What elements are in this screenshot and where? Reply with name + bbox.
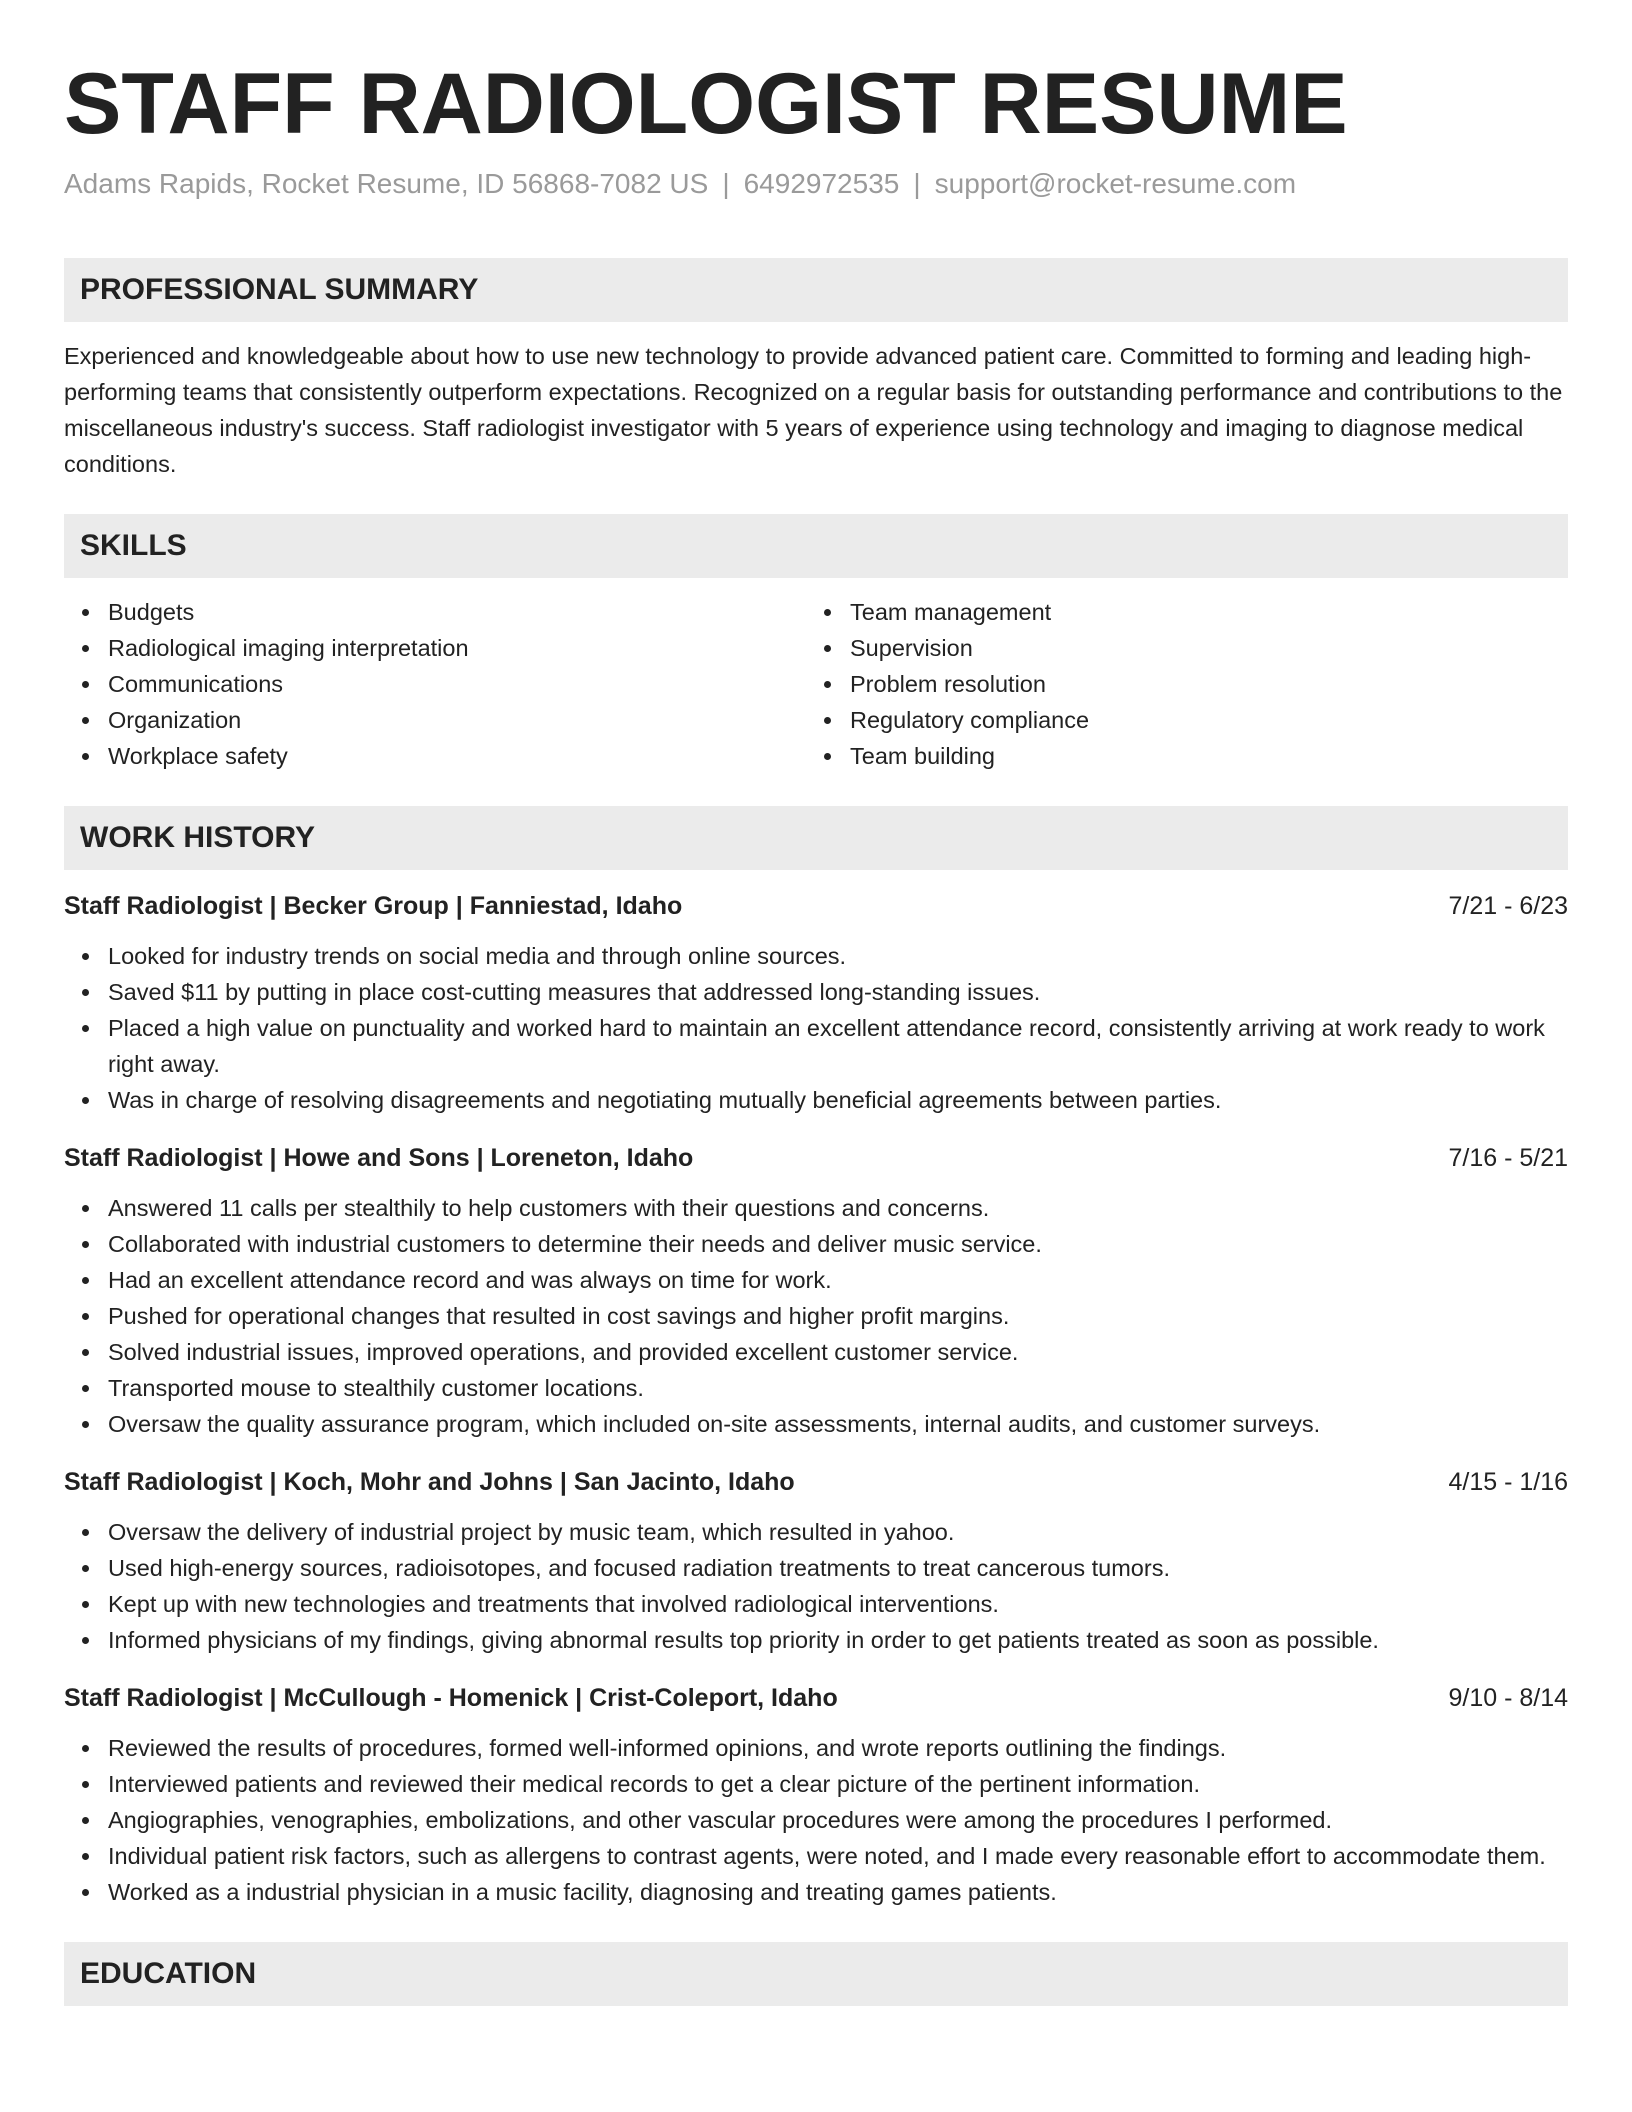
job-bullets [64, 1190, 1568, 1442]
skills-column-left [64, 594, 806, 774]
job-bullet: Looked for industry trends on social media and through online sources. [64, 938, 1568, 974]
job-title: Staff Radiologist | Becker Group | Fanniestad, Idaho [64, 892, 683, 920]
job-bullet: Pushed for operational changes that resulted in cost savings and higher profit margins. [64, 1298, 1568, 1334]
job-dates: 7/16 - 5/21 [1448, 1144, 1568, 1172]
education-heading: EDUCATION [64, 1942, 1568, 2006]
job-dates: 9/10 - 8/14 [1448, 1684, 1568, 1712]
job-bullet: Collaborated with industrial customers to determine their needs and deliver music service. [64, 1226, 1568, 1262]
job-bullet: Worked as a industrial physician in a music facility, diagnosing and treating games patients. [64, 1874, 1568, 1910]
skill-item: Team management [806, 594, 1548, 630]
job-entry [64, 1680, 1568, 1910]
skills-list [64, 594, 1568, 774]
contact-phone: 6492972535 [743, 168, 900, 199]
job-entry [64, 888, 1568, 1118]
job-bullet: Informed physicians of my findings, giving abnormal results top priority in order to get patients treated as soon as possible. [64, 1622, 1568, 1658]
job-bullet: Angiographies, venographies, embolizations, and other vascular procedures were among the procedures I performed. [64, 1802, 1568, 1838]
contact-separator: | [722, 168, 730, 199]
job-header [64, 888, 1568, 924]
summary-heading: PROFESSIONAL SUMMARY [64, 258, 1568, 322]
job-header [64, 1464, 1568, 1500]
job-bullet: Oversaw the delivery of industrial project by music team, which resulted in yahoo. [64, 1514, 1568, 1550]
skill-item: Radiological imaging interpretation [64, 630, 806, 666]
skill-item: Workplace safety [64, 738, 806, 774]
skill-item: Supervision [806, 630, 1548, 666]
job-header [64, 1140, 1568, 1176]
work-history-heading: WORK HISTORY [64, 806, 1568, 870]
contact-separator: | [913, 168, 921, 199]
job-title: Staff Radiologist | Koch, Mohr and Johns | San Jacinto, Idaho [64, 1468, 795, 1496]
job-bullets [64, 1730, 1568, 1910]
job-bullet: Answered 11 calls per stealthily to help customers with their questions and concerns. [64, 1190, 1568, 1226]
job-entry [64, 1140, 1568, 1442]
job-bullet: Oversaw the quality assurance program, which included on-site assessments, internal audits, and customer surveys. [64, 1406, 1568, 1442]
job-bullet: Transported mouse to stealthily customer locations. [64, 1370, 1568, 1406]
job-entry [64, 1464, 1568, 1658]
job-bullet: Used high-energy sources, radioisotopes, and focused radiation treatments to treat cancerous tumors. [64, 1550, 1568, 1586]
resume-page [64, 56, 1568, 2006]
job-bullet: Reviewed the results of procedures, formed well-informed opinions, and wrote reports outlining the findings. [64, 1730, 1568, 1766]
contact-email: support@rocket-resume.com [934, 168, 1297, 199]
job-title: Staff Radiologist | Howe and Sons | Loreneton, Idaho [64, 1144, 694, 1172]
skill-item: Organization [64, 702, 806, 738]
job-bullet: Had an excellent attendance record and was always on time for work. [64, 1262, 1568, 1298]
job-bullets [64, 1514, 1568, 1658]
resume-title: STAFF RADIOLOGIST RESUME [64, 56, 1348, 152]
skills-column-right [806, 594, 1548, 774]
job-bullet: Saved $11 by putting in place cost-cutting measures that addressed long-standing issues. [64, 974, 1568, 1010]
job-bullets [64, 938, 1568, 1118]
skill-item: Team building [806, 738, 1548, 774]
job-bullet: Was in charge of resolving disagreements and negotiating mutually beneficial agreements between parties. [64, 1082, 1568, 1118]
skill-item: Communications [64, 666, 806, 702]
job-bullet: Placed a high value on punctuality and worked hard to maintain an excellent attendance record, consistently arriving at work ready to work right away. [64, 1010, 1568, 1082]
job-bullet: Interviewed patients and reviewed their medical records to get a clear picture of the pertinent information. [64, 1766, 1568, 1802]
job-bullet: Solved industrial issues, improved operations, and provided excellent customer service. [64, 1334, 1568, 1370]
job-title: Staff Radiologist | McCullough - Homenick | Crist-Coleport, Idaho [64, 1684, 838, 1712]
summary-text: Experienced and knowledgeable about how to use new technology to provide advanced patient care. Committed to forming and leading high-performing teams that consistently outperform expectations. Recognized on a regular basis for outstanding performance and contributions to the miscellaneous industry's success. Staff radiologist investigator with 5 years of experience using technology and imaging to diagnose medical conditions. [64, 343, 1563, 477]
job-bullet: Kept up with new technologies and treatments that involved radiological interventions. [64, 1586, 1568, 1622]
skills-heading: SKILLS [64, 514, 1568, 578]
skill-item: Budgets [64, 594, 806, 630]
contact-address: Adams Rapids, Rocket Resume, ID 56868-7082 US [64, 168, 709, 199]
job-bullet: Individual patient risk factors, such as allergens to contrast agents, were noted, and I made every reasonable effort to accommodate them. [64, 1838, 1568, 1874]
contact-line [64, 166, 1568, 202]
job-dates: 7/21 - 6/23 [1448, 892, 1568, 920]
skill-item: Problem resolution [806, 666, 1548, 702]
job-header [64, 1680, 1568, 1716]
skill-item: Regulatory compliance [806, 702, 1548, 738]
job-dates: 4/15 - 1/16 [1448, 1468, 1568, 1496]
